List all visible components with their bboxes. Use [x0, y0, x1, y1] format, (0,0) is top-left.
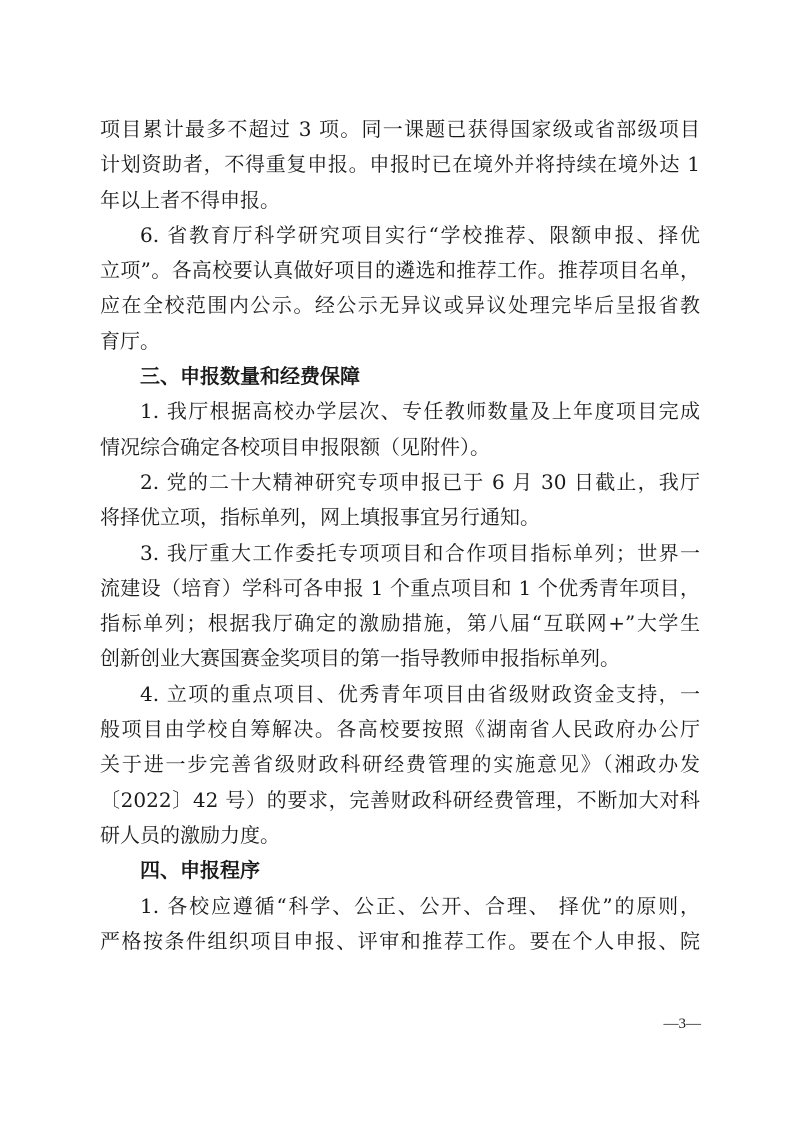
text-line: 立项”。各高校要认真做好项目的遴选和推荐工作。推荐项目名单， — [100, 258, 700, 283]
text-line: 计划资助者，不得重复申报。申报时已在境外并将持续在境外达 1 — [100, 152, 700, 177]
text-line: 关于进一步完善省级财政科研经费管理的实施意见》（湘政办发 — [100, 752, 700, 777]
text-line: 应在全校范围内公示。经公示无异议或异议处理完毕后呈报省教 — [100, 293, 700, 318]
text-line: 2. 党的二十大精神研究专项申报已于 6 月 30 日截止，我厅 — [140, 469, 700, 494]
document-body — [100, 112, 700, 959]
text-line: 1. 我厅根据高校办学层次、专任教师数量及上年度项目完成 — [140, 399, 700, 424]
text-line: 研人员的激励力度。 — [100, 822, 280, 847]
section-heading: 四、申报程序 — [140, 858, 260, 883]
page-number: —3— — [663, 1016, 701, 1032]
text-line: 〔2022〕42 号）的要求，完善财政科研经费管理，不断加大对科 — [100, 787, 700, 812]
section-heading: 三、申报数量和经费保障 — [140, 364, 360, 389]
text-line: 般项目由学校自筹解决。各高校要按照《湖南省人民政府办公厅 — [100, 717, 700, 742]
text-line: 严格按条件组织项目申报、评审和推荐工作。要在个人申报、院 — [100, 928, 700, 953]
text-line: 育厅。 — [100, 328, 160, 353]
text-line: 4. 立项的重点项目、优秀青年项目由省级财政资金支持，一 — [140, 681, 700, 706]
text-line: 项目累计最多不超过 3 项。同一课题已获得国家级或省部级项目 — [100, 117, 700, 141]
text-line: 1. 各校应遵循“科学、公正、公开、合理、 择优”的原则， — [140, 893, 700, 918]
text-line: 3. 我厅重大工作委托专项项目和合作项目指标单列；世界一 — [140, 540, 700, 565]
text-line: 将择优立项，指标单列，网上填报事宜另行通知。 — [100, 505, 540, 530]
text-line: 创新创业大赛国赛金奖项目的第一指导教师申报指标单列。 — [100, 646, 620, 671]
text-line: 年以上者不得申报。 — [100, 187, 280, 212]
text-line: 情况综合确定各校项目申报限额（见附件）。 — [100, 434, 490, 459]
text-line: 流建设（培育）学科可各申报 1 个重点项目和 1 个优秀青年项目， — [100, 575, 700, 600]
text-line: 6. 省教育厅科学研究项目实行“学校推荐、限额申报、择优 — [140, 222, 700, 247]
text-line: 指标单列；根据我厅确定的激励措施，第八届“互联网+”大学生 — [100, 611, 700, 636]
